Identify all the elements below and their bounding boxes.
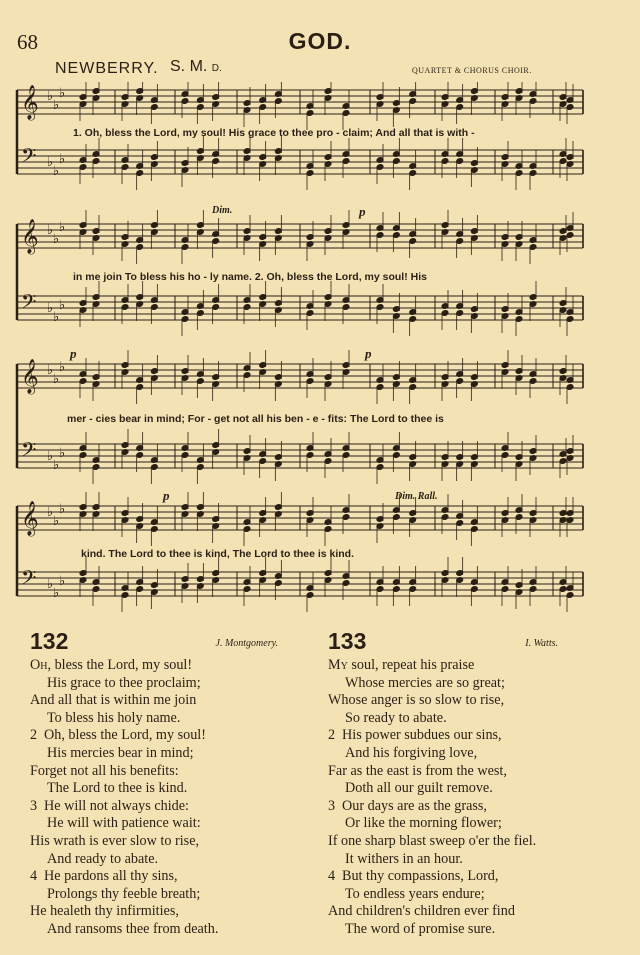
stanza-line: It withers in an hour. [345,850,463,867]
choir-note: QUARTET & CHORUS CHOIR. [412,66,532,75]
flat-icon: ♭ [47,155,54,170]
piano-marking: p [365,346,372,361]
stanza [328,798,558,868]
flat-icon: ♭ [53,514,60,529]
stanza-line: If one sharp blast sweep o'er the fiel. [328,832,537,849]
hymn-133 [328,628,558,939]
flat-icon: ♭ [53,164,60,179]
hymn-author: I. Watts. [525,638,558,649]
stanza-line: Doth all our guilt remove. [345,780,493,797]
tune-name: NEWBERRY. [55,60,159,77]
treble-clef-icon: 𝄞 [21,359,39,394]
music-system-3 [15,346,585,490]
hymn-132 [30,628,278,939]
stanza-line: And ready to abate. [47,850,159,867]
stanza [30,868,278,938]
flat-icon: ♭ [53,586,60,601]
flat-icon: ♭ [53,372,60,387]
music-system-2 [15,204,585,348]
stanza-line: And children's children ever find [328,903,515,920]
bass-clef-icon: 𝄢 [21,566,37,594]
stanza-line: The word of promise sure. [345,920,496,937]
stanza-number: 3 [30,797,38,814]
stanza [30,798,278,868]
stanza [30,657,278,727]
flat-icon: ♭ [59,86,66,101]
lyric-line-4: kind. The Lord to thee is kind, The Lord to thee is kind. [81,548,355,560]
stanza-line: The Lord to thee is kind. [47,780,188,797]
stanza-line: Whose anger is so slow to rise, [328,692,505,709]
flat-icon: ♭ [47,363,54,378]
stanza [328,657,558,727]
stanza-first-word: My [328,657,348,673]
meter-label [170,58,222,76]
hymn-text [30,657,278,939]
stanza-line: My soul, repeat his praise [328,657,475,673]
stanza [328,868,558,938]
stanza-number: 4 [328,868,336,885]
stanza-line: Forget not all his benefits: [30,762,179,779]
stanza-line: 3 He will not always chide: [30,797,189,814]
hymn-number: 133 [328,628,367,654]
flat-icon: ♭ [59,220,66,235]
stanza-number: 2 [328,727,336,744]
lyric-line-1: 1. Oh, bless the Lord, my soul! His grace to thee pro - claim; And all that is with - [73,127,475,139]
stanza-line: 3 Our days are as the grass, [328,797,487,814]
stanza-line: 2 Oh, bless the Lord, my soul! [30,727,206,744]
treble-clef-icon: 𝄞 [21,85,39,120]
flat-icon: ♭ [59,574,66,589]
flat-icon: ♭ [59,152,66,167]
lyric-line-3: mer - cies bear in mind; For - get not all his ben - e - fits: The Lord to thee is [67,413,444,425]
stanza-line: 4 He pardons all thy sins, [30,868,178,885]
dim-marking: Dim. [212,205,233,216]
piano-marking: p [70,346,77,361]
staff-lines [15,82,585,210]
flat-icon: ♭ [59,502,66,517]
flat-icon: ♭ [53,232,60,247]
flat-icon: ♭ [47,449,54,464]
treble-clef-icon: 𝄞 [21,219,39,254]
stanza-number: 3 [328,797,336,814]
piano-marking: p [359,204,366,219]
flat-icon: ♭ [47,301,54,316]
stanza-line: Oh, bless the Lord, my soul! [30,657,193,673]
flat-icon: ♭ [53,98,60,113]
stanza [328,727,558,797]
stanza-line: Prolongs thy feeble breath; [47,885,201,902]
meter-suffix: D. [211,63,222,74]
stanza-line: 4 But thy compassions, Lord, [328,868,499,885]
bass-clef-icon: 𝄢 [21,438,37,466]
flat-icon: ♭ [47,223,54,238]
stanza-line: Or like the morning flower; [345,815,502,832]
stanza-line: His wrath is ever slow to rise, [30,832,200,849]
hymn-text [328,657,558,939]
stanza-line: To bless his holy name. [47,709,181,726]
stanza-line: To endless years endure; [345,885,485,902]
page-number: 68 [17,30,38,54]
bass-clef-icon: 𝄢 [21,290,37,318]
flat-icon: ♭ [59,298,66,313]
hymn-number: 132 [30,628,69,654]
flat-icon: ♭ [53,458,60,473]
stanza-line: He healeth thy infirmities, [30,903,179,920]
stanza-line: Whose mercies are so great; [345,674,505,691]
bass-clef-icon: 𝄢 [21,144,37,172]
music-system-1 [15,82,585,210]
flat-icon: ♭ [59,446,66,461]
flat-icon: ♭ [47,89,54,104]
stanza-number: 4 [30,868,38,885]
stanza-line: And all that is within me join [30,692,197,709]
stanza-line: Far as the east is from the west, [328,762,507,779]
stanza-line: He will with patience wait: [47,815,201,832]
piano-marking: p [163,488,170,503]
hymn-author: J. Montgomery. [215,638,278,649]
stanza-line: His mercies bear in mind; [47,744,194,761]
flat-icon: ♭ [47,577,54,592]
stanza-number: 2 [30,727,38,744]
flat-icon: ♭ [47,505,54,520]
flat-icon: ♭ [59,360,66,375]
stanza [30,727,278,797]
lyric-line-2: in me join To bless his ho - ly name. 2. Oh, bless the Lord, my soul! His [73,271,427,283]
stanza-line: 2 His power subdues our sins, [328,727,502,744]
stanza-line: So ready to abate. [345,709,447,726]
section-title: GOD. [288,28,352,54]
flat-icon: ♭ [53,310,60,325]
music-system-4 [15,488,585,620]
stanza-first-word: Oh, [30,657,52,673]
treble-clef-icon: 𝄞 [21,501,39,536]
stanza-line: His grace to thee proclaim; [47,674,201,691]
stanza-line: And his forgiving love, [345,744,478,761]
stanza-line: And ransoms thee from death. [47,920,219,937]
dim-rall-marking: Dim. Rall. [395,491,438,502]
meter: S. M. [170,58,208,75]
